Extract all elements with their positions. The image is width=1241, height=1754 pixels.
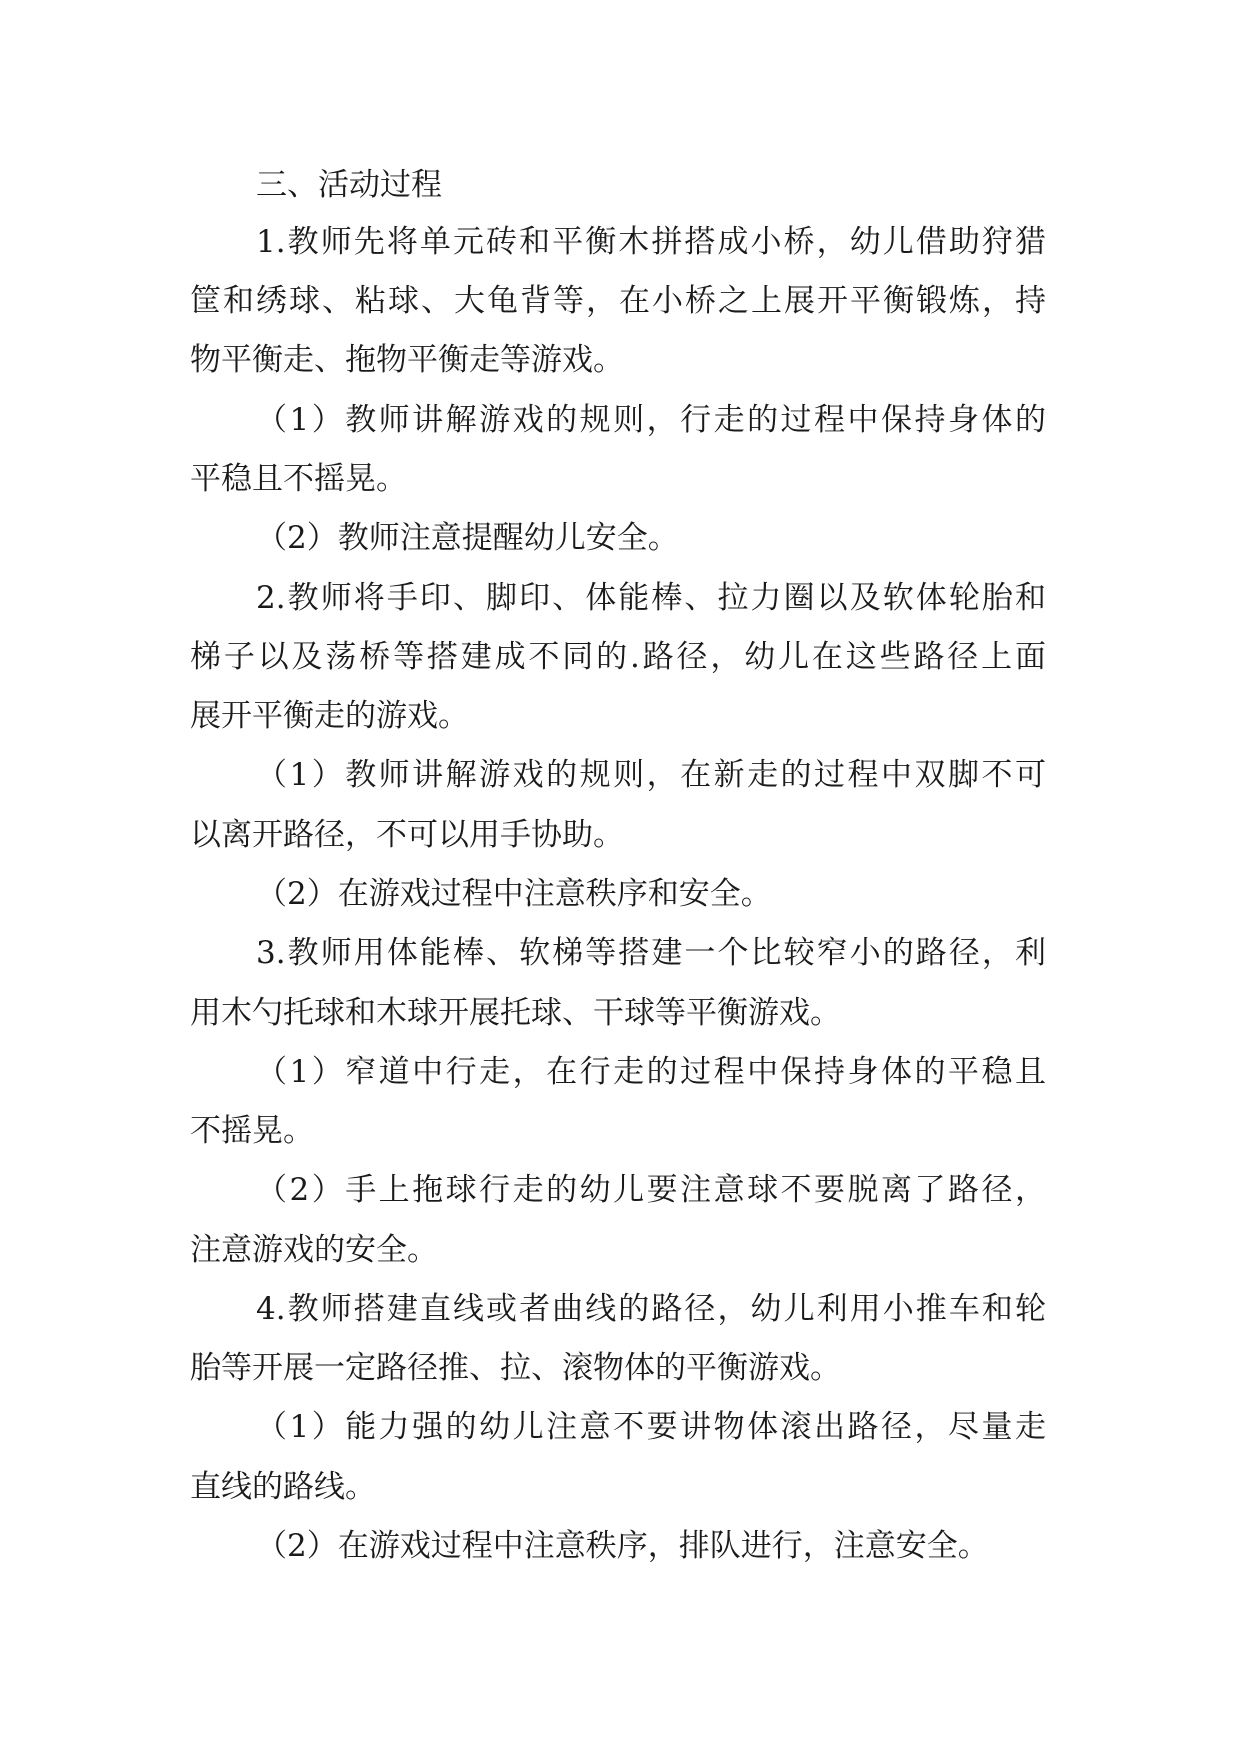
paragraph-line: 物平衡走、拖物平衡走等游戏。 <box>190 342 624 378</box>
paragraph-line: 直线的路线。 <box>190 1469 376 1505</box>
paragraph-line: 4.教师搭建直线或者曲线的路径，幼儿利用小推车和轮 <box>256 1291 1046 1327</box>
paragraph-line: 胎等开展一定路径推、拉、滚物体的平衡游戏。 <box>190 1350 841 1386</box>
section-heading: 三、活动过程 <box>256 167 442 203</box>
paragraph-line: 平稳且不摇晃。 <box>190 461 407 497</box>
paragraph-line: 3.教师用体能棒、软梯等搭建一个比较窄小的路径，利 <box>256 935 1046 971</box>
paragraph-line: 不摇晃。 <box>190 1113 314 1149</box>
paragraph-line: 1.教师先将单元砖和平衡木拼搭成小桥，幼儿借助狩猎 <box>256 224 1046 260</box>
paragraph-line: 2.教师将手印、脚印、体能棒、拉力圈以及软体轮胎和 <box>256 580 1046 616</box>
paragraph-line: 用木勺托球和木球开展托球、干球等平衡游戏。 <box>190 995 841 1031</box>
paragraph-line: （2）在游戏过程中注意秩序，排队进行，注意安全。 <box>256 1528 989 1564</box>
paragraph-line: （1）能力强的幼儿注意不要讲物体滚出路径，尽量走 <box>256 1409 1046 1445</box>
paragraph-line: 展开平衡走的游戏。 <box>190 698 469 734</box>
paragraph-line: （1）教师讲解游戏的规则，在新走的过程中双脚不可 <box>256 757 1046 793</box>
paragraph-line: （2）在游戏过程中注意秩序和安全。 <box>256 876 772 912</box>
paragraph-line: 梯子以及荡桥等搭建成不同的.路径，幼儿在这些路径上面 <box>190 639 1046 675</box>
paragraph-line: 注意游戏的安全。 <box>190 1232 438 1268</box>
paragraph-line: 筐和绣球、粘球、大龟背等，在小桥之上展开平衡锻炼，持 <box>190 283 1046 319</box>
paragraph-line: （1）教师讲解游戏的规则，行走的过程中保持身体的 <box>256 402 1046 438</box>
paragraph-line: （2）手上拖球行走的幼儿要注意球不要脱离了路径， <box>256 1172 1046 1208</box>
paragraph-line: 以离开路径，不可以用手协助。 <box>190 817 624 853</box>
paragraph-line: （2）教师注意提醒幼儿安全。 <box>256 520 679 556</box>
paragraph-line: （1）窄道中行走，在行走的过程中保持身体的平稳且 <box>256 1054 1046 1090</box>
